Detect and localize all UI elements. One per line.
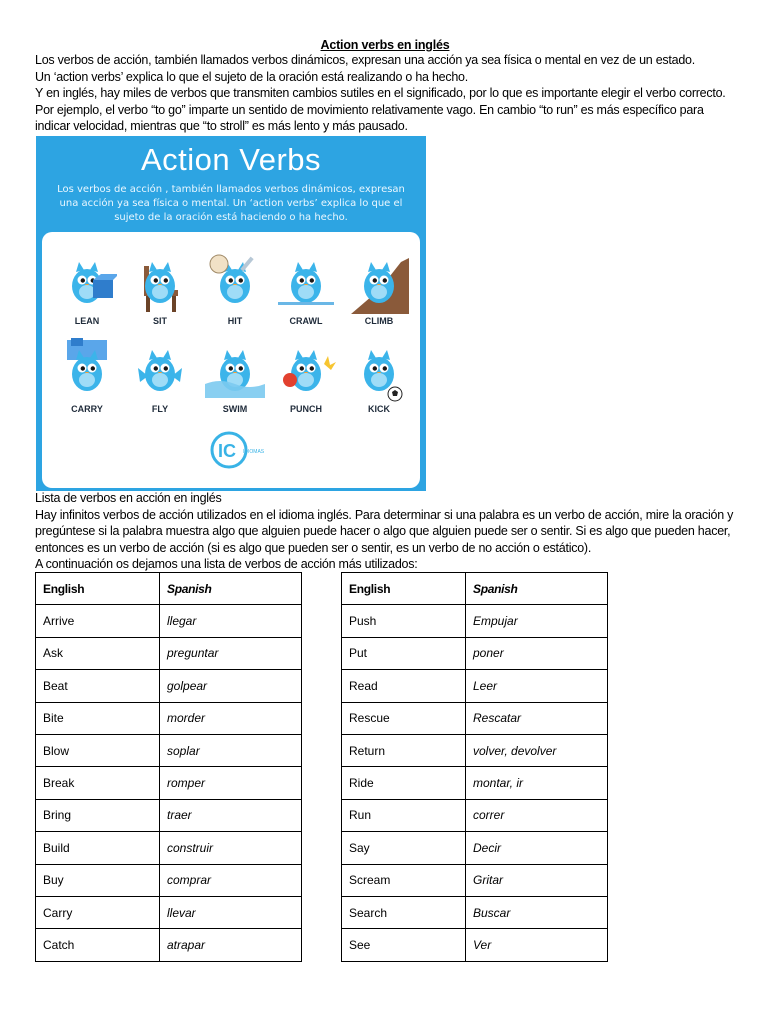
english-verb-cell: See <box>342 929 466 961</box>
english-verb-cell: Bite <box>36 702 160 734</box>
header-english: English <box>36 573 160 605</box>
verb-table-left <box>35 572 302 962</box>
verb-illustration <box>273 250 339 332</box>
spanish-translation-cell: poner <box>466 637 608 669</box>
verb-illustration <box>346 338 412 420</box>
english-verb-cell: Ask <box>36 637 160 669</box>
verb-illustration <box>273 338 339 420</box>
table-row <box>36 864 302 896</box>
spanish-translation-cell: atrapar <box>160 929 302 961</box>
spanish-translation-cell: comprar <box>160 864 302 896</box>
intro-paragraph-3: Y en inglés, hay miles de verbos que transmiten cambios sutiles en el significado, por lo que es importante elegir el verbo correcto. <box>35 86 726 100</box>
intro-paragraph-2: Un ‘action verbs’ explica lo que el sujeto de la oración está realizando o ha hecho. <box>35 69 468 84</box>
verb-illustration <box>127 250 193 332</box>
english-verb-cell: Carry <box>36 896 160 928</box>
table-row <box>342 605 608 637</box>
english-verb-cell: Return <box>342 734 466 766</box>
spanish-translation-cell: Buscar <box>466 896 608 928</box>
spanish-translation-cell: Rescatar <box>466 702 608 734</box>
spanish-translation-cell: correr <box>466 799 608 831</box>
table-row <box>342 637 608 669</box>
english-verb-cell: Ride <box>342 767 466 799</box>
spanish-translation-cell: Ver <box>466 929 608 961</box>
english-verb-cell: Build <box>36 832 160 864</box>
infographic-subtitle: Los verbos de acción , también llamados verbos dinámicos, expresan una acción ya sea física o mental. Un ‘action verbs’ explica lo que el sujeto de la oración está haciendo o ha hecho. <box>57 184 405 223</box>
spanish-translation-cell: soplar <box>160 734 302 766</box>
spanish-translation-cell: preguntar <box>160 637 302 669</box>
header-spanish: Spanish <box>466 573 608 605</box>
intro-paragraph-1: Los verbos de acción, también llamados verbos dinámicos, expresan una acción ya sea física o mental en vez de un estado. <box>35 53 695 67</box>
verb-illustration <box>346 250 412 332</box>
english-verb-cell: Run <box>342 799 466 831</box>
list-heading: Lista de verbos en acción en inglés <box>35 491 222 505</box>
table-row <box>36 896 302 928</box>
verb-illustration <box>54 250 120 332</box>
english-verb-cell: Search <box>342 896 466 928</box>
table-row <box>36 637 302 669</box>
spanish-translation-cell: llegar <box>160 605 302 637</box>
verb-label: CLIMB <box>364 316 394 326</box>
table-row <box>36 605 302 637</box>
english-verb-cell: Beat <box>36 670 160 702</box>
table-row <box>36 832 302 864</box>
infographic-panel <box>42 232 420 488</box>
english-verb-cell: Catch <box>36 929 160 961</box>
verb-list-section <box>35 490 735 573</box>
table-row <box>342 734 608 766</box>
english-verb-cell: Push <box>342 605 466 637</box>
verb-label: SIT <box>152 316 167 326</box>
intro-paragraph-4: Por ejemplo, el verbo “to go” imparte un sentido de movimiento relativamente vago. En cambio “to run” es más específico para indicar velocidad, mientras que “to stroll” es más lento y más pausado. <box>35 102 704 133</box>
english-verb-cell: Blow <box>36 734 160 766</box>
spanish-translation-cell: volver, devolver <box>466 734 608 766</box>
english-verb-cell: Say <box>342 832 466 864</box>
verb-label: CARRY <box>71 404 103 414</box>
spanish-translation-cell: llevar <box>160 896 302 928</box>
verb-label: KICK <box>368 404 390 414</box>
spanish-translation-cell: Empujar <box>466 605 608 637</box>
document-body <box>35 38 735 135</box>
table-row <box>36 929 302 961</box>
header-english: English <box>342 573 466 605</box>
spanish-translation-cell: Gritar <box>466 864 608 896</box>
table-row <box>36 670 302 702</box>
english-verb-cell: Put <box>342 637 466 669</box>
spanish-translation-cell: golpear <box>160 670 302 702</box>
verb-illustration <box>202 338 268 420</box>
table-row <box>342 832 608 864</box>
table-row <box>36 734 302 766</box>
table-row <box>342 864 608 896</box>
list-intro: A continuación os dejamos una lista de verbos de acción más utilizados: <box>35 557 418 571</box>
spanish-translation-cell: Leer <box>466 670 608 702</box>
verb-illustration <box>202 250 268 332</box>
spanish-translation-cell: traer <box>160 799 302 831</box>
table-header-row <box>342 573 608 605</box>
verb-table-right <box>341 572 608 962</box>
ic-idiomas-logo <box>207 430 267 470</box>
action-verbs-infographic <box>36 136 426 491</box>
spanish-translation-cell: Decir <box>466 832 608 864</box>
svg-text:IDIOMAS: IDIOMAS <box>243 449 265 455</box>
svg-text:IC: IC <box>218 441 236 461</box>
english-verb-cell: Read <box>342 670 466 702</box>
verb-label: CRAWL <box>289 316 323 326</box>
verb-label: FLY <box>151 404 169 414</box>
table-row <box>342 929 608 961</box>
table-row <box>36 799 302 831</box>
verb-illustration <box>127 338 193 420</box>
verb-label: PUNCH <box>289 404 322 414</box>
english-verb-cell: Arrive <box>36 605 160 637</box>
english-verb-cell: Bring <box>36 799 160 831</box>
spanish-translation-cell: romper <box>160 767 302 799</box>
english-verb-cell: Rescue <box>342 702 466 734</box>
verb-illustration <box>54 338 120 420</box>
table-row <box>36 702 302 734</box>
list-paragraph: Hay infinitos verbos de acción utilizados en el idioma inglés. Para determinar si una palabra es un verbo de acción, mire la oración y pregúntese si la palabra muestra algo que alguien puede hacer o algo que alguien puede ser o sentir. Si es algo que pueden hacer, entonces es un verbo de acción (si es algo que pueden ser o sentir, es un verbo de no acción o estático). <box>35 507 734 555</box>
infographic-title: Action Verbs <box>140 142 322 177</box>
english-verb-cell: Scream <box>342 864 466 896</box>
spanish-translation-cell: morder <box>160 702 302 734</box>
english-verb-cell: Break <box>36 767 160 799</box>
verb-label: LEAN <box>74 316 100 326</box>
table-row <box>342 767 608 799</box>
verb-label: SWIM <box>222 404 248 414</box>
table-row <box>342 702 608 734</box>
table-header-row <box>36 573 302 605</box>
header-spanish: Spanish <box>160 573 302 605</box>
spanish-translation-cell: montar, ir <box>466 767 608 799</box>
table-row <box>342 896 608 928</box>
english-verb-cell: Buy <box>36 864 160 896</box>
verb-label: HIT <box>227 316 243 326</box>
spanish-translation-cell: construir <box>160 832 302 864</box>
document-title: Action verbs en inglés <box>320 38 450 52</box>
table-row <box>342 670 608 702</box>
table-row <box>342 799 608 831</box>
table-row <box>36 767 302 799</box>
